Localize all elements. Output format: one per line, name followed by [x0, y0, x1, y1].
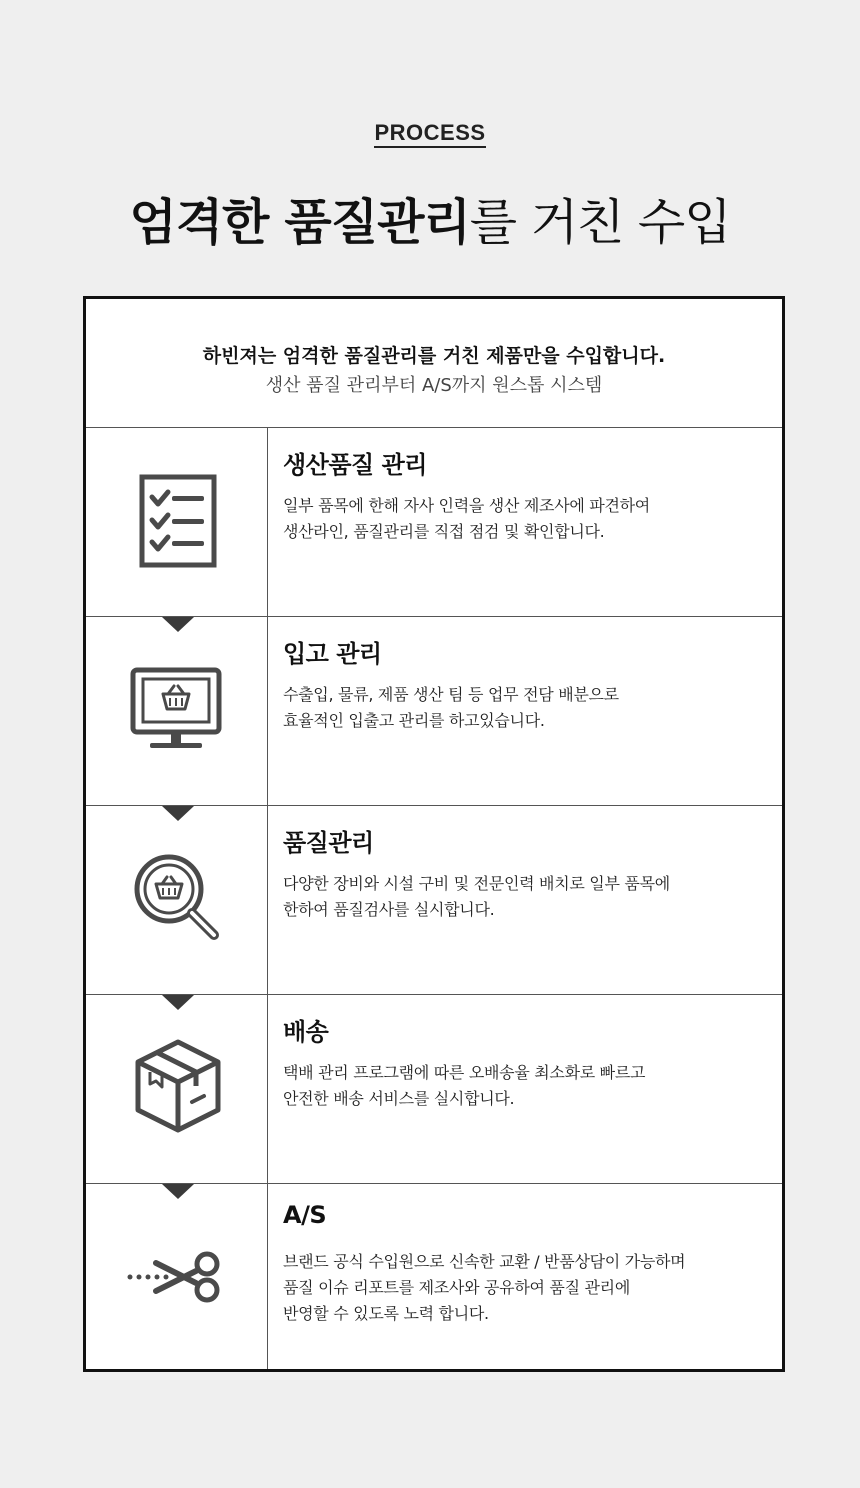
step-description-line: 효율적인 입출고 관리를 하고있습니다.	[283, 711, 545, 730]
step-description	[283, 1249, 763, 1327]
down-arrow-icon	[162, 995, 194, 1010]
monitor-basket-icon	[126, 656, 231, 761]
magnifier-basket-icon	[126, 845, 231, 950]
page-title-strong: 엄격한 품질관리	[129, 194, 470, 251]
step-description-line: 생산라인, 품질관리를 직접 점검 및 확인합니다.	[283, 522, 605, 541]
step-description	[283, 682, 763, 734]
section-eyebrow	[0, 120, 860, 146]
process-step-delivery	[86, 994, 782, 1183]
step-description-line: 한하여 품질검사를 실시합니다.	[283, 900, 495, 919]
step-title: 품질관리	[283, 829, 374, 857]
process-step-inbound	[86, 616, 782, 805]
process-label: PROCESS	[374, 120, 485, 148]
step-description	[283, 871, 763, 923]
step-description-line: 수출입, 물류, 제품 생산 팀 등 업무 전담 배분으로	[283, 685, 619, 704]
process-step-quality-control	[86, 805, 782, 994]
step-description-line: 다양한 장비와 시설 구비 및 전문인력 배치로 일부 품목에	[283, 874, 670, 893]
step-description-line: 일부 품목에 한해 자사 인력을 생산 제조사에 파견하여	[283, 496, 650, 515]
step-title: 배송	[283, 1018, 329, 1046]
box-icon	[126, 1034, 231, 1139]
step-description	[283, 493, 763, 545]
down-arrow-icon	[162, 1184, 194, 1199]
page-title	[0, 190, 860, 256]
page-title-light: 를 거친 수입	[469, 194, 731, 251]
step-title: A/S	[283, 1201, 327, 1229]
step-description	[283, 1060, 763, 1112]
step-description-line: 반영할 수 있도록 노력 합니다.	[283, 1304, 489, 1323]
intro-panel	[86, 299, 782, 428]
down-arrow-icon	[162, 617, 194, 632]
step-description-line: 택배 관리 프로그램에 따른 오배송율 최소화로 빠르고	[283, 1063, 646, 1082]
checklist-icon	[126, 467, 231, 572]
intro-headline: 하빈져는 엄격한 품질관리를 거친 제품만을 수입합니다.	[202, 345, 666, 367]
scissors-icon	[126, 1223, 231, 1328]
step-description-line: 품질 이슈 리포트를 제조사와 공유하여 품질 관리에	[283, 1278, 630, 1297]
down-arrow-icon	[162, 806, 194, 821]
process-step-after-service	[86, 1183, 782, 1369]
process-step-production-quality	[86, 427, 782, 616]
step-title: 입고 관리	[283, 640, 382, 668]
process-table	[83, 296, 785, 1372]
step-description-line: 안전한 배송 서비스를 실시합니다.	[283, 1089, 515, 1108]
step-title: 생산품질 관리	[283, 451, 427, 479]
intro-subline: 생산 품질 관리부터 A/S까지 원스톱 시스템	[265, 375, 603, 396]
step-description-line: 브랜드 공식 수입원으로 신속한 교환 / 반품상담이 가능하며	[283, 1252, 686, 1271]
